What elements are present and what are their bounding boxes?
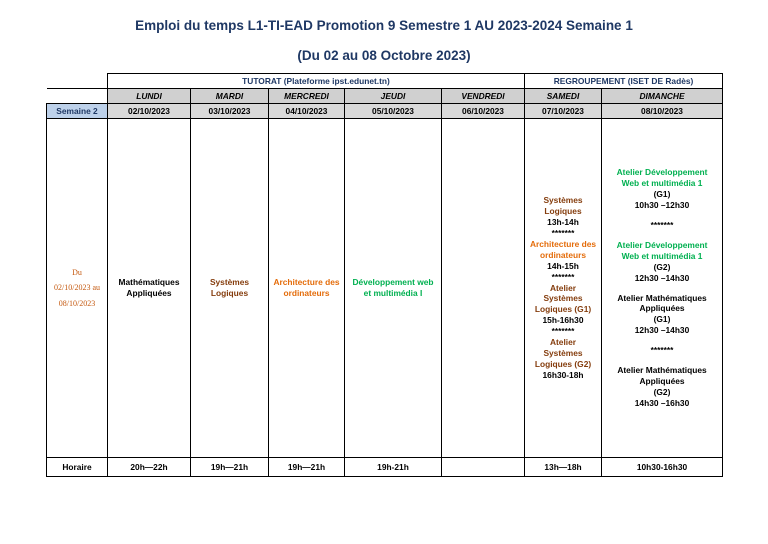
session-lundi: Mathématiques Appliquées <box>108 119 191 458</box>
page-title: Emploi du temps L1-TI-EAD Promotion 9 Semestre 1 AU 2023-2024 Semaine 1 <box>135 18 633 33</box>
session-mercredi: Architecture des ordinateurs <box>269 119 345 458</box>
hours-cell <box>442 458 525 477</box>
period-cell: Du 02/10/2023 au 08/10/2023 <box>47 119 108 458</box>
day-header: MARDI <box>191 89 269 104</box>
date-cell: 04/10/2023 <box>269 104 345 119</box>
day-header: MERCREDI <box>269 89 345 104</box>
corner-cell <box>47 89 108 104</box>
date-cell: 07/10/2023 <box>525 104 602 119</box>
date-cell: 05/10/2023 <box>345 104 442 119</box>
date-cell: 08/10/2023 <box>602 104 723 119</box>
schedule-table <box>46 73 723 477</box>
hours-label: Horaire <box>47 458 108 477</box>
date-cell: 02/10/2023 <box>108 104 191 119</box>
regroupement-header: REGROUPEMENT (ISET DE Radès) <box>525 74 723 89</box>
corner-cell <box>47 74 108 89</box>
date-cell: 06/10/2023 <box>442 104 525 119</box>
date-cell: 03/10/2023 <box>191 104 269 119</box>
day-header: VENDREDI <box>442 89 525 104</box>
hours-cell: 19h—21h <box>269 458 345 477</box>
day-header: LUNDI <box>108 89 191 104</box>
tutorat-header: TUTORAT (Plateforme ipst.edunet.tn) <box>108 74 525 89</box>
session-mardi: Systèmes Logiques <box>191 119 269 458</box>
hours-cell: 20h—22h <box>108 458 191 477</box>
week-label: Semaine 2 <box>47 104 108 119</box>
hours-cell: 10h30-16h30 <box>602 458 723 477</box>
hours-cell: 19h-21h <box>345 458 442 477</box>
day-header: DIMANCHE <box>602 89 723 104</box>
day-header: JEUDI <box>345 89 442 104</box>
hours-cell: 19h—21h <box>191 458 269 477</box>
page-subtitle: (Du 02 au 08 Octobre 2023) <box>297 48 471 63</box>
session-jeudi: Développement web et multimédia I <box>345 119 442 458</box>
day-header: SAMEDI <box>525 89 602 104</box>
session-vendredi <box>442 119 525 458</box>
hours-cell: 13h—18h <box>525 458 602 477</box>
session-dimanche: Atelier Développement Web et multimédia 1 (G1) 10h30 –12h30 ******* Atelier Développement Web et multimédia 1 (G2) 12h30 –14h30 Atelier Mathématiques Appliquées (G1) 12h30 –14h30 ******* Atelier Mathématiques Appliquées (G2) 14h30 –16h30 <box>602 119 723 458</box>
session-samedi: Systèmes Logiques 13h-14h ******* Architecture des ordinateurs 14h-15h ******* Atelier Systèmes Logiques (G1) 15h-16h30 ******* Atelier Systèmes Logiques (G2) 16h30-18h <box>525 119 602 458</box>
